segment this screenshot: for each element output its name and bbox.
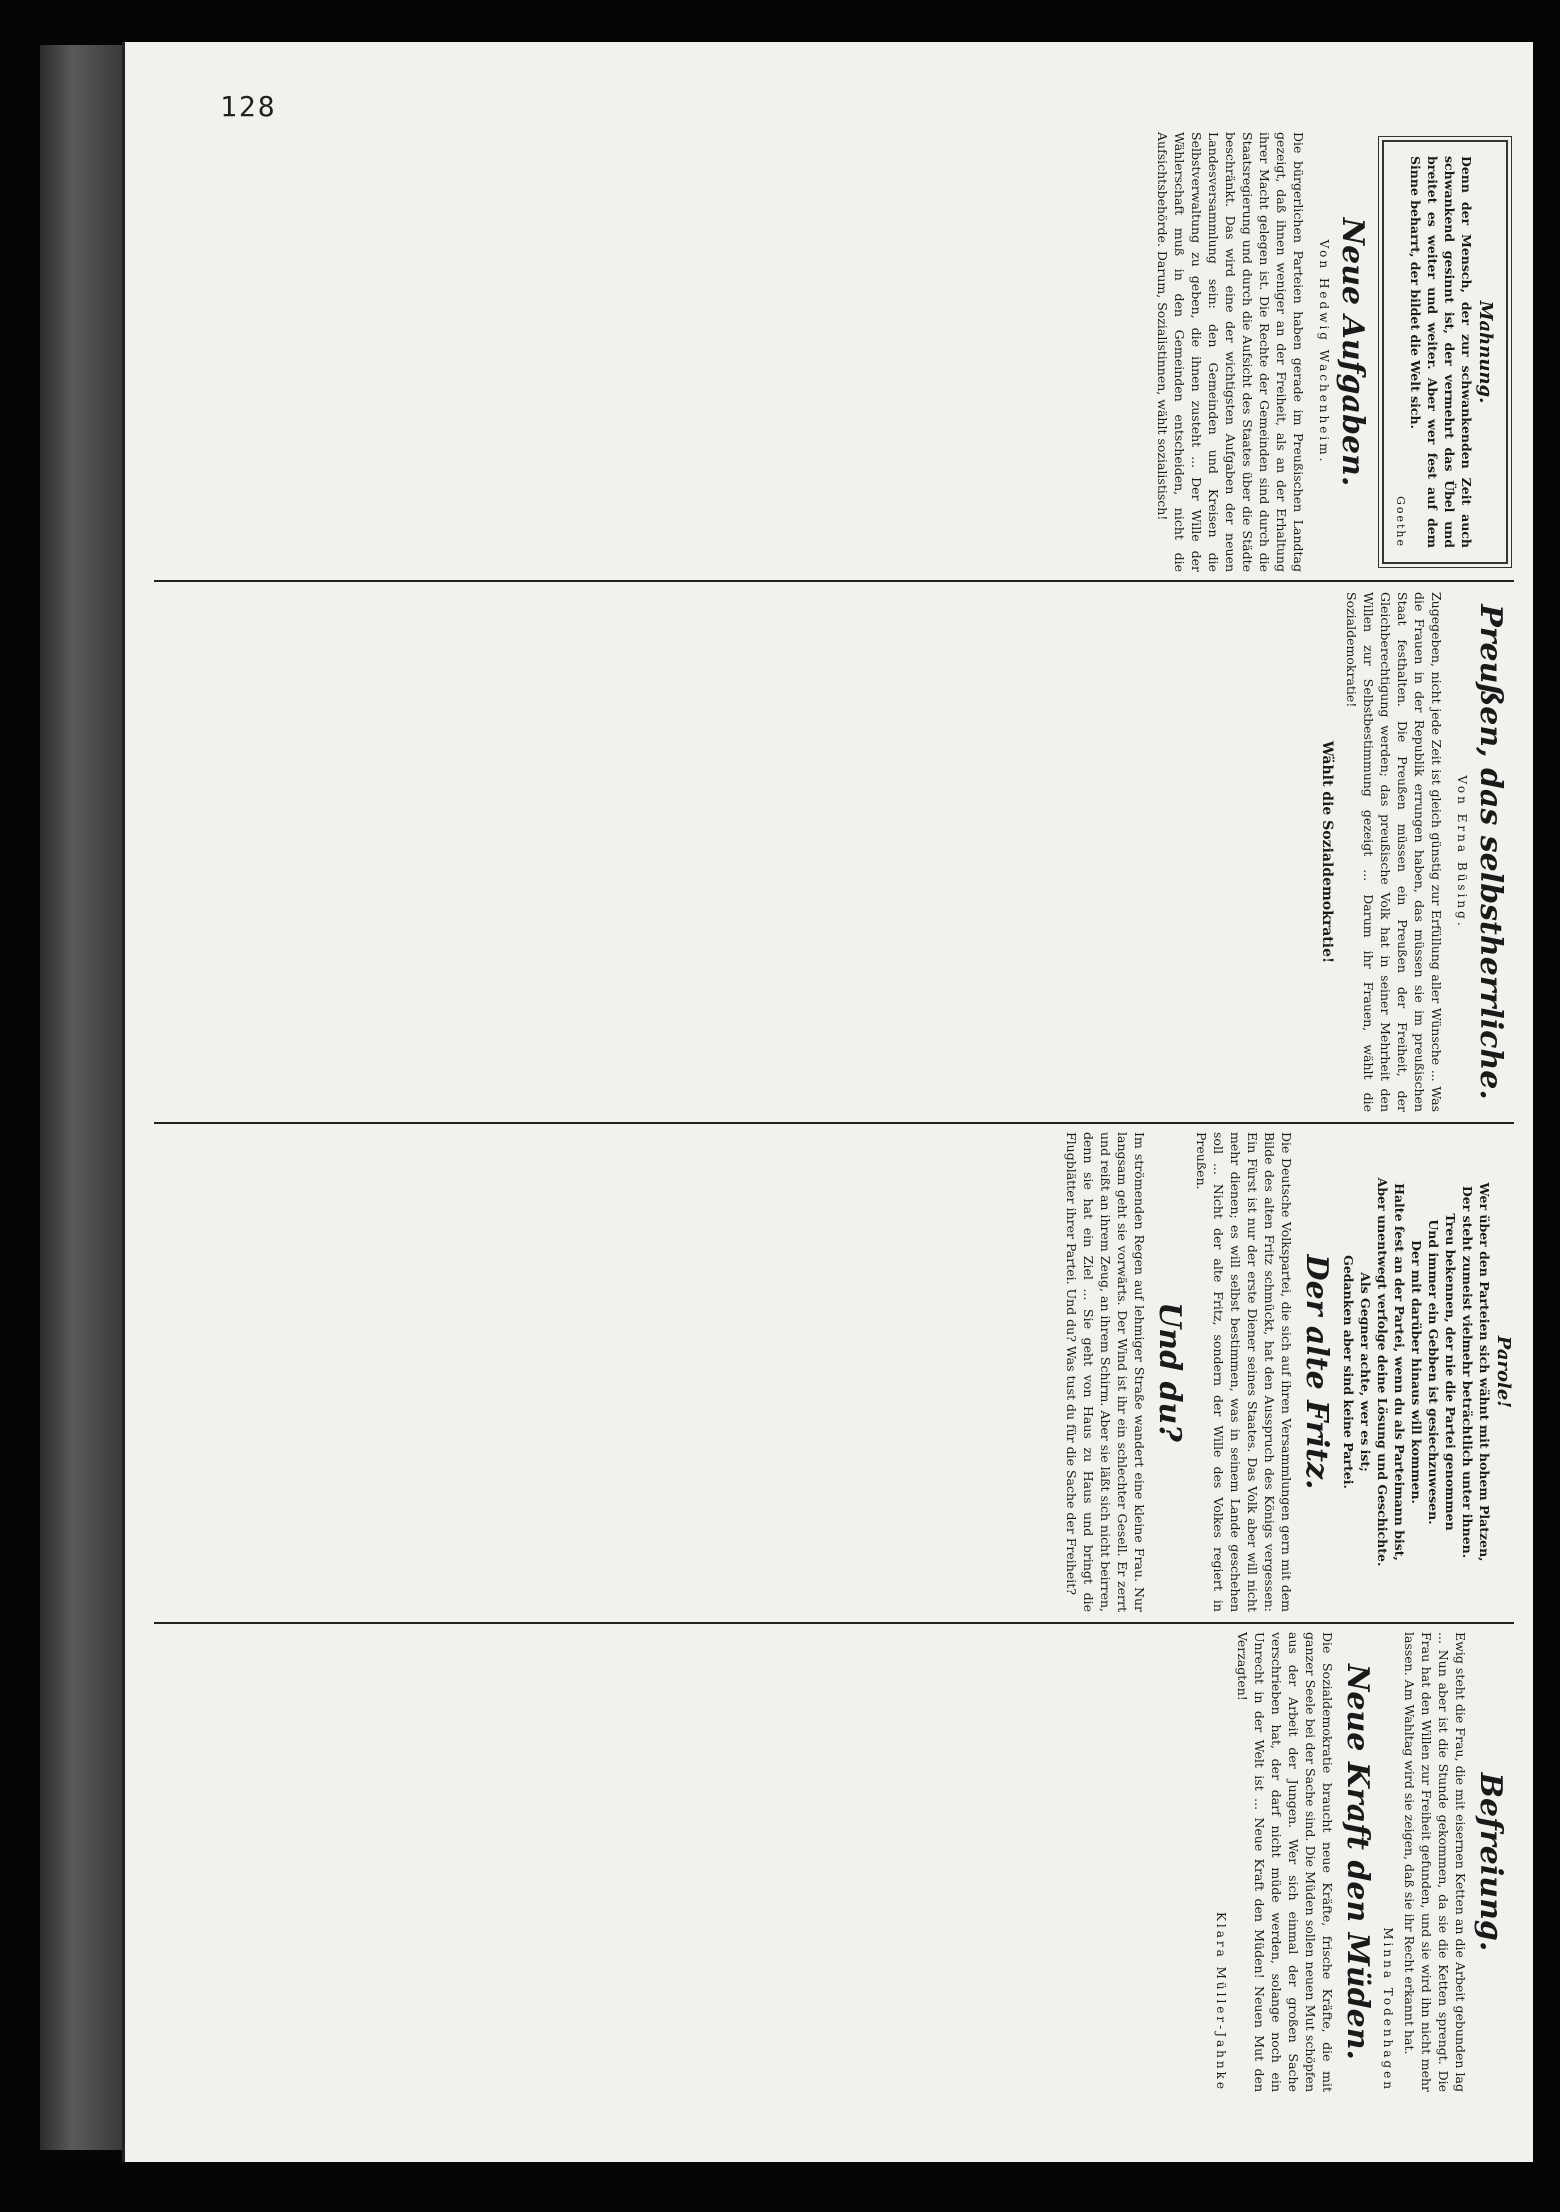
befreiung-title: Befreiung. bbox=[1473, 1772, 1508, 1952]
parole-line: Als Gegner achte, wer es ist; bbox=[1358, 1272, 1373, 1472]
befreiung-signature: Minna Todenhagen bbox=[1381, 1927, 1395, 2092]
column-befreiung bbox=[154, 1632, 1514, 2096]
book-binding bbox=[40, 45, 122, 2150]
befreiung-text: Ewig steht die Frau, die mit eisernen Ketten an die Arbeit gebunden lag ... Nun aber ist die Stunde gekommen, da sie die Ketten sprengt. Die Frau hat den Willen zur Freiheit gefunden, und sie wird ihn nicht mehr lassen. Am Wahltag wird sie zeigen, daß sie ihr Recht erkannt hat. bbox=[1402, 1632, 1468, 2096]
column-rule bbox=[154, 580, 1514, 582]
column-rule bbox=[154, 1622, 1514, 1624]
parole-line: Gedanken aber sind keine Partei. bbox=[1341, 1255, 1356, 1489]
und-du-text: Im strömenden Regen auf lehmiger Straße wandert eine kleine Frau. Nur langsam geht sie vorwärts. Der Wind ist ihr ein schlechter Gesell. Er zerrt und reißt an ihrem Zeug, an ihrem Schirm. Aber sie läßt sich nicht beirren, denn sie hat ein Ziel ... Sie geht von Haus zu Haus und bringt die Flugblätter ihrer Partei. Und du? Was tust du für die Sache der Freiheit? bbox=[1064, 1132, 1147, 1616]
parole-poem bbox=[1340, 1132, 1493, 1612]
parole-line: Halte fest an der Partei, wenn du als Parteimann bist, bbox=[1392, 1183, 1407, 1561]
parole-title: Parole! bbox=[1493, 1335, 1514, 1409]
parole-line: Und immer ein Gebben ist gesiechzuwesen. bbox=[1426, 1219, 1441, 1525]
column-neue-aufgaben bbox=[154, 132, 1514, 576]
preussen-text: Zugegeben, nicht jede Zeit ist gleich günstig zur Erfüllung aller Wünsche ... Was die Frauen in der Republik errungen haben, das müssen sie im preußischen Staat festhalten. Die Preußen müssen ein Preußen der Freiheit, der Gleichberechtigung werden; das preußische Volk hat in seiner Mehrheit den Willen zur Selbstbestimmung gezeigt ... Darum ihr Frauen, wählt die Sozialdemokratie! bbox=[1344, 592, 1444, 1116]
mahnung-box bbox=[1382, 140, 1508, 564]
preussen-closing: Wählt die Sozialdemokratie! bbox=[1319, 740, 1335, 964]
parole-line: Treu bekennen, der nie die Partei genommen bbox=[1443, 1213, 1458, 1531]
preussen-title: Preußen, das selbstherrliche. bbox=[1473, 604, 1508, 1100]
column-alte-fritz bbox=[154, 1132, 1514, 1616]
parole-line: Der steht zumeist vielmehr beträchtlich unter ihnen. bbox=[1460, 1185, 1475, 1559]
parole-line: Aber unentwegt verfolge deine Lösung und Geschichte. bbox=[1375, 1177, 1390, 1567]
mahnung-signature: Goethe bbox=[1394, 496, 1407, 548]
neue-aufgaben-byline: Von Hedwig Wachenheim. bbox=[1317, 239, 1331, 465]
rotated-page-body bbox=[154, 132, 1514, 2102]
newspaper-page bbox=[122, 42, 1533, 2162]
parole-line: Der mit darüber hinaus will kommen. bbox=[1409, 1240, 1424, 1504]
column-rule bbox=[154, 1122, 1514, 1124]
neue-aufgaben-title: Neue Aufgaben. bbox=[1335, 217, 1370, 487]
mahnung-title: Mahnung. bbox=[1475, 300, 1496, 404]
neue-kraft-title: Neue Kraft den Müden. bbox=[1340, 1663, 1375, 2061]
column-preussen bbox=[154, 592, 1514, 1116]
preussen-byline: Von Erna Büsing. bbox=[1455, 775, 1469, 929]
und-du-title: Und du? bbox=[1152, 1302, 1187, 1442]
mahnung-text: Denn der Mensch, der zur schwankenden Zeit auch schwankend gesinnt ist, der vermehrt das Übel und breitet es weiter und weiter. Aber wer fest auf dem Sinne beharrt, der bildet die Welt sich. bbox=[1408, 156, 1474, 548]
neue-aufgaben-text: Die bürgerlichen Parteien haben gerade im Preußischen Landtag gezeigt, daß ihnen weniger an der Freiheit, als an der Erhaltung ihrer Macht gelegen ist. Die Rechte der Gemeinden sind durch die Staatsregierung und durch die Aufsicht des Staates über die Städte beschränkt. Das wird eine der wichtigsten Aufgaben der neuen Landesversammlung sein: den Gemeinden und Kreisen die Selbstverwaltung zu geben, die ihnen zusteht ... Der Wille der Wählerschaft muß in den Gemeinden entscheiden, nicht die Aufsichtsbehörde. Darum, Sozialistinnen, wählt sozialistisch! bbox=[1155, 132, 1306, 576]
neue-kraft-text: Die Sozialdemokratie braucht neue Kräfte, frische Kräfte, die mit ganzer Seele bei der Sache sind. Die Müden sollen neuen Mut schöpfen aus der Arbeit der Jungen. Wer sich einmal der großen Sache verschrieben hat, der darf nicht müde werden, solange noch ein Unrecht in der Welt ist ... Neue Kraft den Müden! Neuen Mut den Verzagten! bbox=[1235, 1632, 1335, 2096]
alte-fritz-title: Der alte Fritz. bbox=[1299, 1254, 1334, 1490]
neue-kraft-signature: Klara Müller-Jahnke bbox=[1214, 1911, 1228, 2092]
page-number: 128 bbox=[220, 90, 277, 123]
alte-fritz-text: Die Deutsche Volkspartei, die sich auf ihren Versammlungen gern mit dem Bilde des alten Fritz schmückt, hat den Ausspruch des Königs vergessen: Ein Fürst ist nur der erste Diener seines Staates. Das Volk aber will nicht mehr dienen; es will selbst bestimmen, was in seinem Lande geschehen soll ... Nicht der alte Fritz, sondern der Wille des Volkes regiert in Preußen. bbox=[1194, 1132, 1294, 1616]
parole-line: Wer über den Parteien sich wähnt mit hohem Platzen, bbox=[1477, 1182, 1492, 1562]
